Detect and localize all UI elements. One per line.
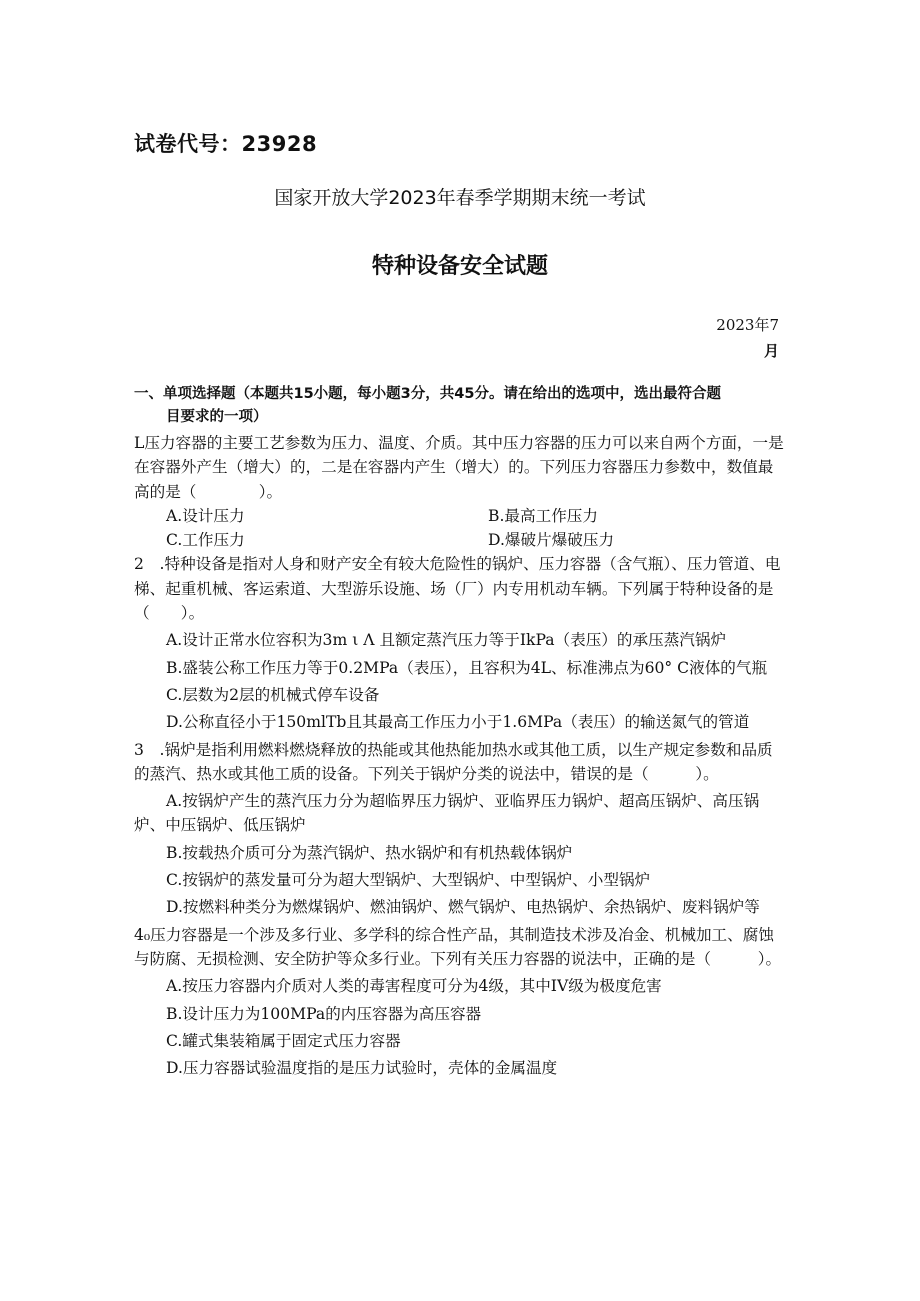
option-c: C.工作压力	[166, 531, 245, 550]
question-list	[134, 431, 786, 1083]
question-4	[134, 923, 786, 1081]
exam-date	[716, 312, 779, 364]
section-heading	[134, 383, 784, 429]
date-year: 2023年7	[716, 316, 779, 334]
question-2	[134, 552, 786, 734]
section-title-line1: 一、单项选择题（本题共15小题，每小题3分，共45分。请在给出的选项中，选出最符合题	[134, 386, 721, 402]
option-a: A.设计正常水位容积为3m ι Λ 且额定蒸汽压力等于IkPa（表压）的承压蒸汽锅炉	[166, 631, 727, 650]
option-d: D.爆破片爆破压力	[488, 531, 615, 550]
option-b: B.按载热介质可分为蒸汽锅炉、热水锅炉和有机热载体锅炉	[166, 843, 573, 862]
option-row	[134, 528, 786, 552]
option-c: C.罐式集装箱属于固定式压力容器	[166, 1031, 401, 1050]
option-b: B.盛装公称工作压力等于0.2MPa（表压），且容积为4L、标准沸点为60° C液体的气瓶	[166, 658, 768, 677]
question-3	[134, 738, 786, 920]
option-d: D.公称直径小于150mlTb且其最高工作压力小于1.6MPa（表压）的输送氮气的管道	[166, 713, 750, 732]
option-d: D.按燃料种类分为燃煤锅炉、燃油锅炉、燃气锅炉、电热锅炉、余热锅炉、废料锅炉等	[166, 898, 760, 917]
option-c: C.按锅炉的蒸发量可分为超大型锅炉、大型锅炉、中型锅炉、小型锅炉	[166, 871, 651, 890]
exam-title: 国家开放大学2023年春季学期期末统一考试	[274, 187, 646, 209]
paper-code: 试卷代号：23928	[134, 132, 318, 156]
option-b: B.设计压力为100MPa的内压容器为高压容器	[166, 1004, 482, 1023]
question-stem: 4₀压力容器是一个涉及多行业、多学科的综合性产品，其制造技术涉及冶金、机械加工、腐蚀与防腐、无损检测、安全防护等众多行业。下列有关压力容器的说法中，正确的是（ ）。	[134, 925, 782, 968]
question-stem: 3 .锅炉是指利用燃料燃烧释放的热能或其他热能加热水或其他工质，以生产规定参数和品质的蒸汽、热水或其他工质的设备。下列关于锅炉分类的说法中，错误的是（ ）。	[134, 740, 773, 783]
option-a: A.按锅炉产生的蒸汽压力分为超临界压力锅炉、亚临界压力锅炉、超高压锅炉、高压锅炉、中压锅炉、低压锅炉	[134, 792, 760, 835]
option-row	[134, 504, 786, 528]
section-title-line2: 目要求的一项）	[166, 409, 268, 425]
option-d: D.压力容器试验温度指的是压力试验时，壳体的金属温度	[166, 1059, 558, 1078]
option-a: A.设计压力	[166, 506, 245, 525]
question-stem: 2 .特种设备是指对人身和财产安全有较大危险性的锅炉、压力容器（含气瓶）、压力管道、电梯、起重机械、客运索道、大型游乐设施、场（厂）内专用机动车辆。下列属于特种设备的是（ ）。	[134, 555, 781, 623]
question-1	[134, 431, 786, 552]
date-month: 月	[763, 342, 779, 360]
question-stem: L压力容器的主要工艺参数为压力、温度、介质。其中压力容器的压力可以来自两个方面，一是在容器外产生（增大）的，二是在容器内产生（增大）的。下列压力容器压力参数中，数值最高的是（ ）。	[134, 434, 784, 501]
option-c: C.层数为2层的机械式停车设备	[166, 685, 380, 704]
option-a: A.按压力容器内介质对人类的毒害程度可分为4级，其中IV级为极度危害	[166, 977, 662, 996]
option-b: B.最高工作压力	[488, 506, 598, 525]
subject-title: 特种设备安全试题	[371, 254, 548, 279]
